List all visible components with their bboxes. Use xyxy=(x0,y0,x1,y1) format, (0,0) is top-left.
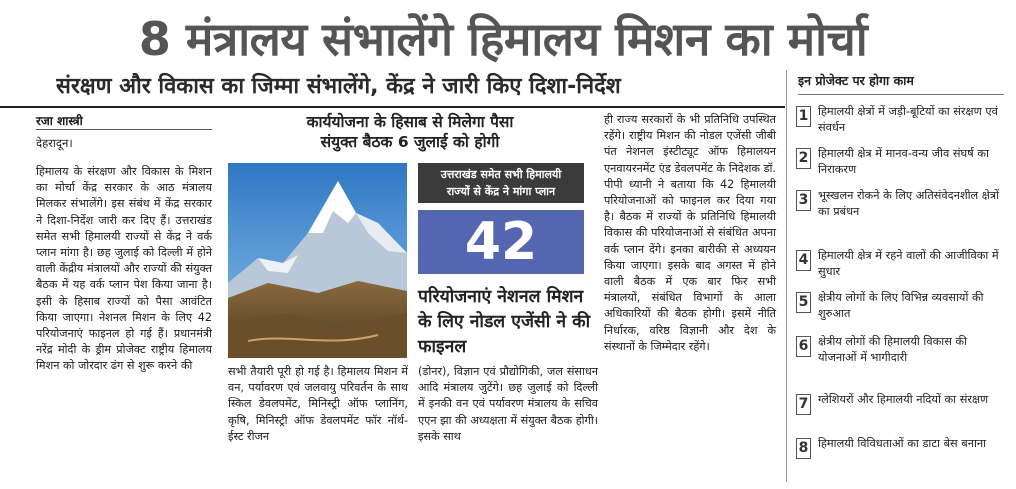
item-text: भूस्खलन रोकने के लिए अतिसंवेदनशील क्षेत्रों का प्रबंधन xyxy=(818,189,1000,218)
item-text: हिमालयी क्षेत्र में मानव-वन्य जीव संघर्ष का निराकरण xyxy=(818,147,989,176)
item-text: हिमालयी क्षेत्रों में जड़ी-बूटियों का संरक्षण एवं संवर्धन xyxy=(818,105,998,134)
sidebar-item xyxy=(796,146,1006,190)
box-headline-line1: कार्ययोजना के हिसाब से मिलेगा पैसा xyxy=(306,113,514,131)
box-headline-line2: संयुक्त बैठक 6 जुलाई को होगी xyxy=(320,133,500,151)
item-text: क्षेत्रीय लोगों की हिमालयी विकास की योजनाओं में भागीदारी xyxy=(818,335,968,364)
dateline: देहरादून। xyxy=(36,136,73,150)
headline: 8 मंत्रालय संभालेंगे हिमालय मिशन का मोर्चा xyxy=(138,12,868,66)
article-column-1: हिमालय के संरक्षण और विकास के मिशन का मोर्चा केंद्र सरकार के आठ मंत्रालय मिलकर संभालेंगे। इस संबंध में केंद्र सरकार ने दिशा-निर्देश जारी कर दिए हैं। उत्तराखंड समेत सभी हिमालयी राज्यों से केंद्र ने वर्क प्लान मांगा है। छह जुलाई को दिल्ली में होने वाली केंद्रीय मंत्रालयों और राज्यों की संयुक्त बैठक में यह वर्क प्लान पेश किया जाना है। इसी के हिसाब राज्यों को पैसा आवंटित किया जाएगा। नेशनल मिशन के लिए 42 परियोजनाएं फाइनल हो गई हैं। प्रधानमंत्री नरेंद्र मोदी के ड्रीम प्रोजेक्ट राष्ट्रीय हिमालय मिशन को जोरदार ढंग से शुरू करने की xyxy=(36,165,212,373)
item-number: 6 xyxy=(796,336,811,357)
sidebar-item xyxy=(796,290,1006,334)
sidebar-title: इन प्रोजेक्ट पर होगा काम xyxy=(798,73,914,88)
sidebar-item xyxy=(796,104,1006,148)
item-number: 2 xyxy=(796,148,811,169)
sidebar-item xyxy=(796,334,1006,378)
item-text: ग्लेशियरों और हिमालयी नदियों का संरक्षण xyxy=(818,393,989,406)
sidebar-divider xyxy=(786,70,787,482)
himalaya-mountain-photo xyxy=(228,163,407,358)
sidebar-item xyxy=(796,392,1006,436)
sidebar-title-rule xyxy=(798,94,1004,95)
byline-divider xyxy=(36,129,212,130)
item-text: हिमालयी क्षेत्र में रहने वालों की आजीविका में सुधार xyxy=(818,249,999,278)
byline: रजा शास्त्री xyxy=(36,114,83,128)
item-number: 3 xyxy=(796,190,811,211)
subheadline: संरक्षण और विकास का जिम्मा संभालेंगे, केंद्र ने जारी किए दिशा-निर्देश xyxy=(56,74,621,99)
highlight-tag xyxy=(418,163,584,203)
sidebar-item xyxy=(796,188,1006,232)
item-text: हिमालयी विविधताओं का डाटा बेस बनाना xyxy=(818,437,987,450)
highlight-tag-line2: राज्यों से केंद्र ने मांगा प्लान xyxy=(446,185,556,198)
sidebar-item xyxy=(796,248,1006,292)
project-count-number: 42 xyxy=(418,210,584,274)
article-column-3: (डोनर), विज्ञान एवं प्रौद्योगिकी, जल संसाधन आदि मंत्रालय जुटेंगे। छह जुलाई को दिल्ली में इनकी वन एवं पर्यावरण मंत्रालय के सचिव एएन झा की अध्यक्षता में संयुक्त बैठक होगी। इसके साथ xyxy=(418,365,598,443)
highlight-tag-line1: उत्तराखंड समेत सभी हिमालयी xyxy=(440,168,562,181)
item-number: 1 xyxy=(796,106,811,127)
item-number: 8 xyxy=(796,438,811,459)
item-text: क्षेत्रीय लोगों के लिए विभिन्न व्यवसायों की शुरुआत xyxy=(818,291,984,320)
box-headline xyxy=(222,112,598,152)
article-column-2: सभी तैयारी पूरी हो गई है। हिमालय मिशन में वन, पर्यावरण एवं जलवायु परिवर्तन के साथ स्किल डेवलपमेंट, मिनिस्ट्री ऑफ प्लानिंग, कृषि, मिनिस्ट्री ऑफ डेवलपमेंट फॉर नॉर्थ-ईस्ट रीजन xyxy=(228,365,408,443)
item-number: 4 xyxy=(796,250,811,271)
article-column-4: ही राज्य सरकारों के भी प्रतिनिधि उपस्थित रहेंगे। राष्ट्रीय मिशन की नोडल एजेंसी जीबी पंत नेशनल इंस्टीट्यूट ऑफ हिमालयन एनवायरनमेंट एंड डेवलपमेंट के निदेशक डॉ. पीपी ध्यानी ने बताया कि 42 हिमालयी परियोजनाओं को फाइनल कर दिया गया है। बैठक में राज्यों के प्रतिनिधि हिमालयी विकास की परियोजनाओं से संबंधित अपना वर्क प्लान देंगे। इनका बारीकी से अध्ययन किया जाएगा। इसके बाद अगस्त में होने वाली बैठक में एक बार फिर सभी मंत्रालयों, संबंधित विभागों के आला अधिकारियों की बैठक होगी। इसमें नीति निर्धारक, वरिष्ठ विज्ञानी और देश के संस्थानों के जिम्मेदार रहेंगे। xyxy=(604,113,776,353)
item-number: 5 xyxy=(796,292,811,313)
headline-divider xyxy=(0,106,785,108)
pull-quote: परियोजनाएं नेशनल मिशन के लिए नोडल एजेंसी ने की फाइनल xyxy=(418,287,591,357)
sidebar-item xyxy=(796,436,1006,480)
item-number: 7 xyxy=(796,394,811,415)
